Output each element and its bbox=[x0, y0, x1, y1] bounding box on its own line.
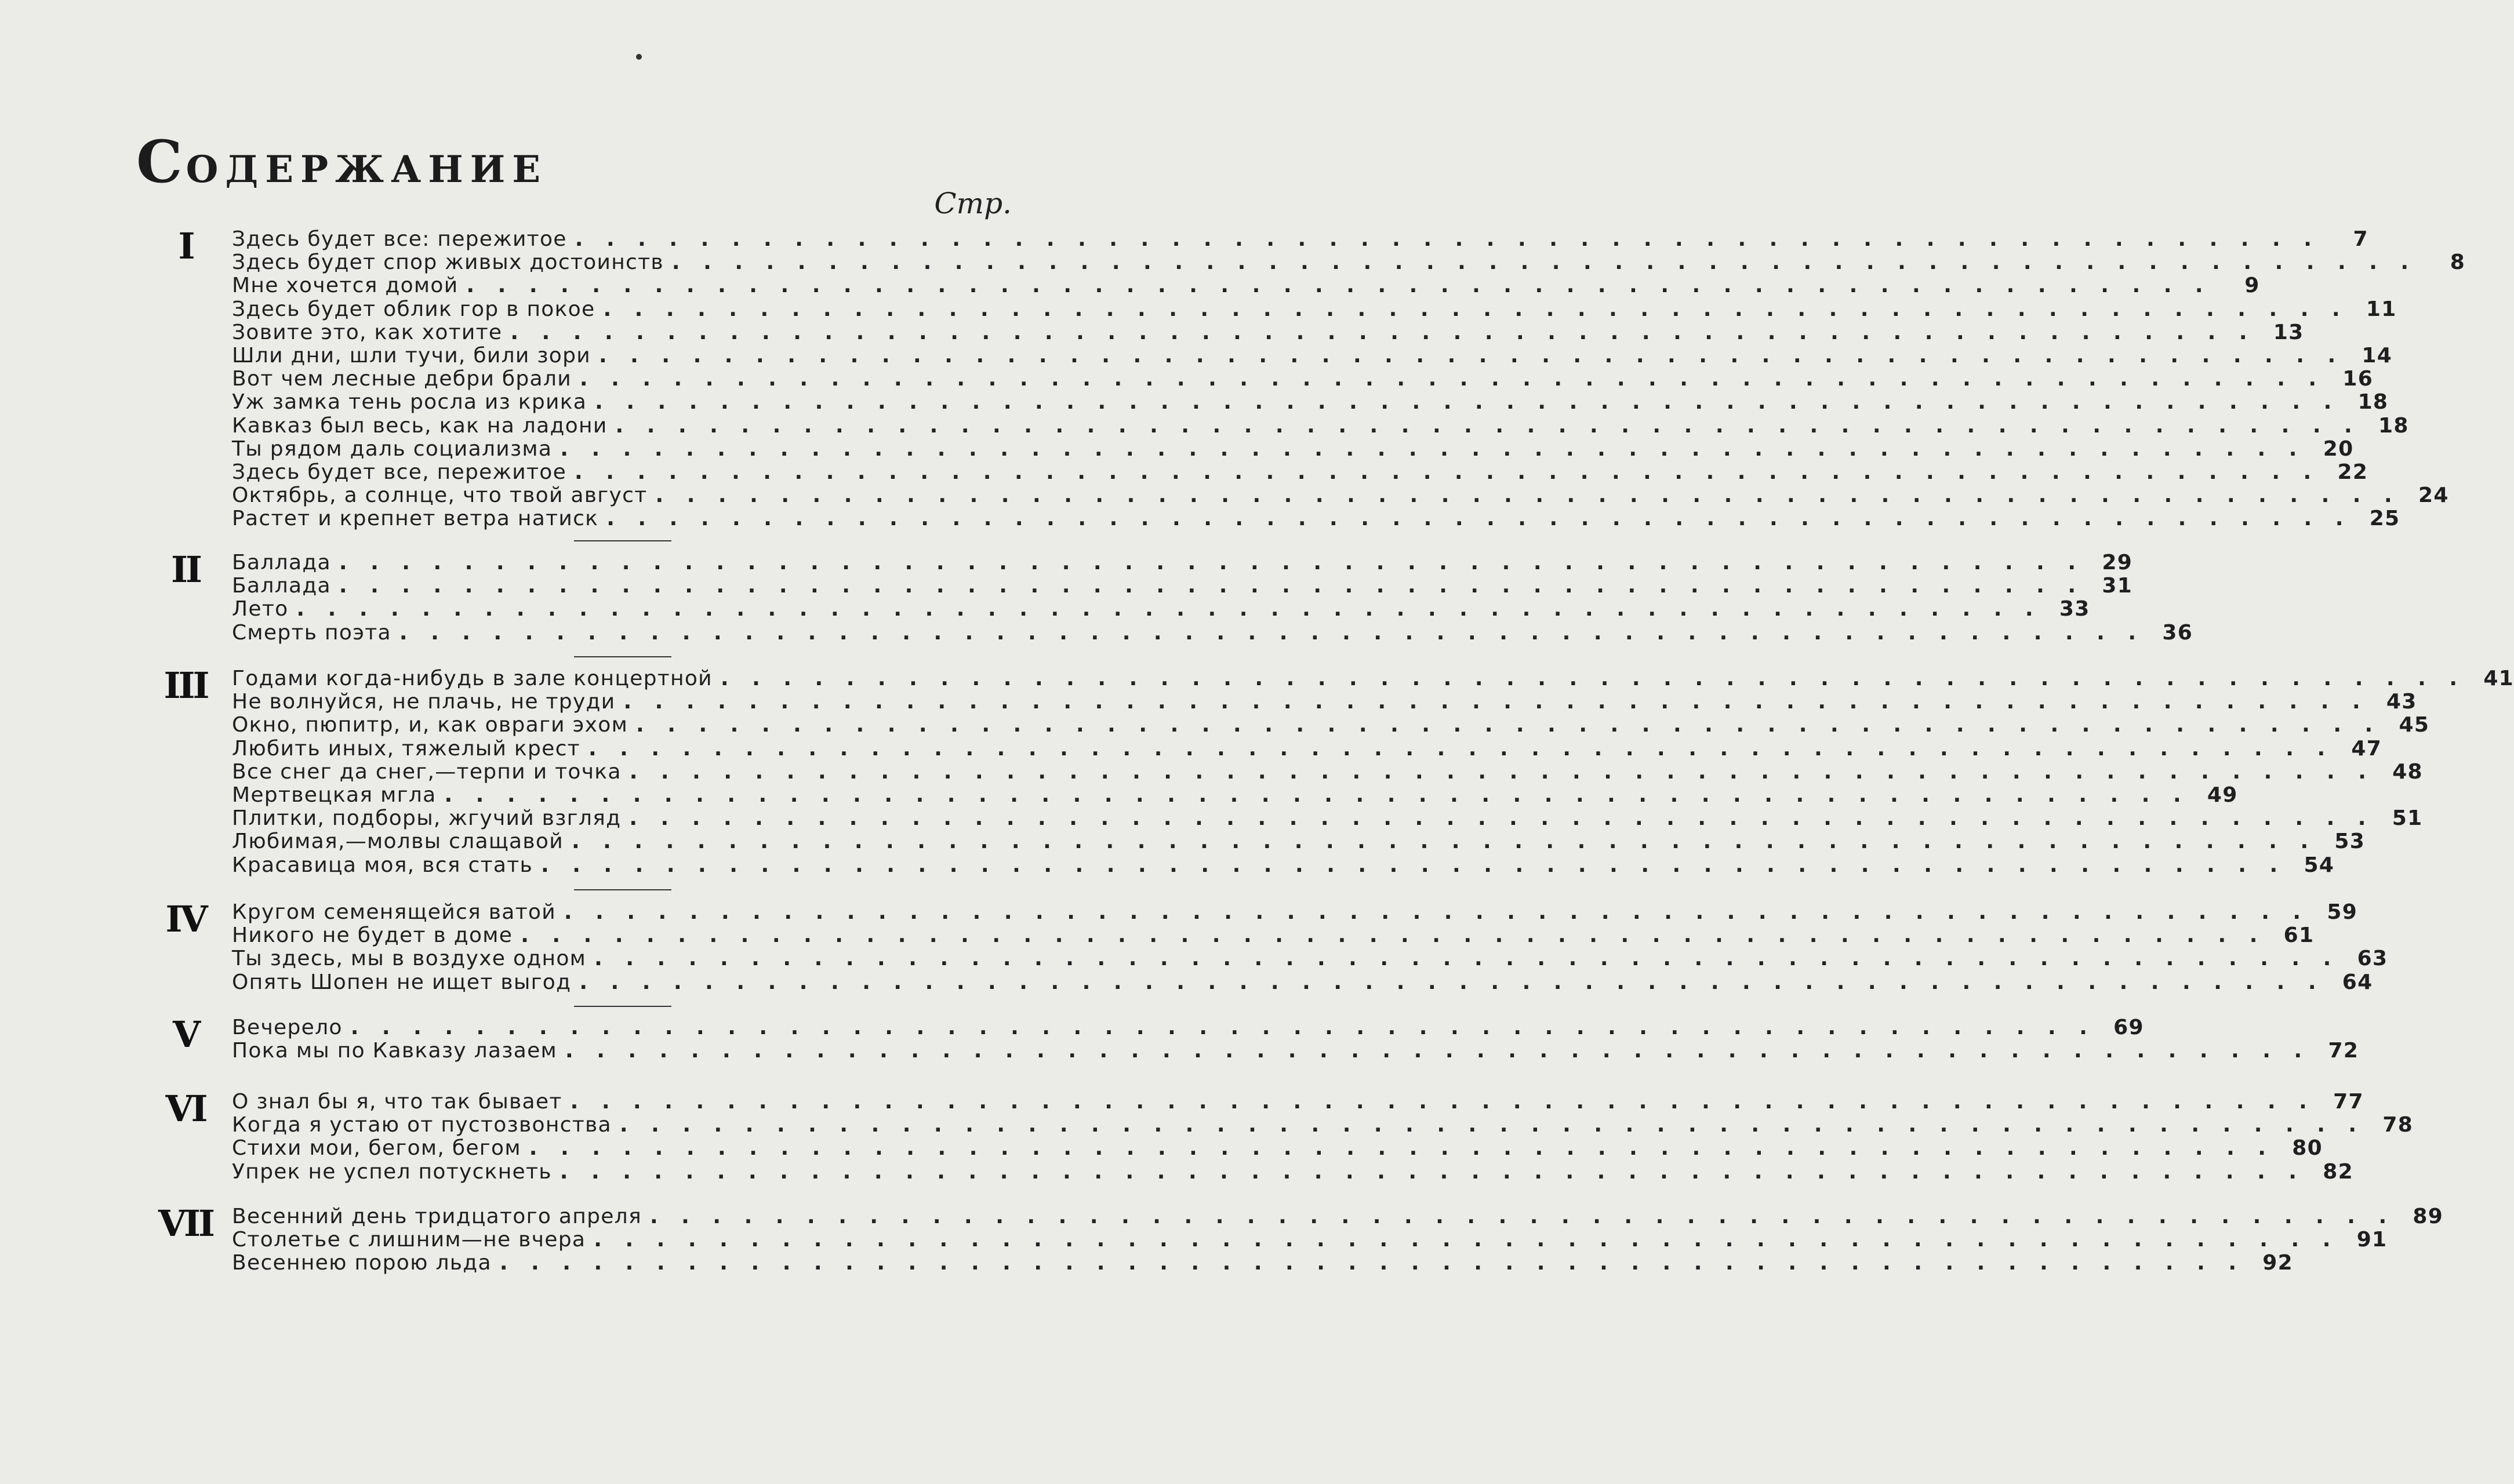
dot-leader: . . . . . . . . . . . . . . . . . . . . . . . . . . . . . . . . . . . . . . . . . . . . . . . . . . . . . . . . bbox=[595, 390, 2340, 414]
page-column-label: Стр. bbox=[934, 187, 1012, 220]
entry-title: Здесь будет все: пережитое bbox=[232, 227, 567, 251]
toc-entry bbox=[232, 320, 2304, 344]
dot-leader: . . . . . . . . . . . . . . . . . . . . . . . . . . . . . . . . . . . . . . . . . . . . . . . . . . . . . . . . bbox=[603, 297, 2348, 321]
entry-page-number: 80 bbox=[2292, 1136, 2323, 1161]
section-numeral: I bbox=[178, 225, 193, 267]
dot-leader: . . . . . . . . . . . . . . . . . . . . . . . . . . . . . . . . . . . . . . . . . . . . . . . . . . . . . . . . bbox=[339, 574, 2084, 598]
dot-leader: . . . . . . . . . . . . . . . . . . . . . . . . . . . . . . . . . . . . . . . . . . . . . . . . . . . . . . . . bbox=[339, 551, 2084, 574]
entry-title: Лето bbox=[232, 597, 289, 621]
entry-page-number: 24 bbox=[2418, 483, 2449, 508]
toc-entry bbox=[232, 759, 2423, 784]
toc-entry bbox=[232, 830, 2366, 854]
dot-leader: . . . . . . . . . . . . . . . . . . . . . . . . . . . . . . . . . . . . . . . . . . . . . . . . . . . . . . . . bbox=[606, 507, 2352, 531]
toc-entry bbox=[232, 853, 2335, 877]
section-numeral: III bbox=[164, 664, 208, 707]
entry-page-number: 31 bbox=[2102, 574, 2133, 598]
entry-page-number: 36 bbox=[2162, 620, 2193, 645]
dot-leader: . . . . . . . . . . . . . . . . . . . . . . . . . . . . . . . . . . . . . . . . . . . . . . . . . . . . . . . . bbox=[560, 437, 2305, 461]
dot-leader: . . . . . . . . . . . . . . . . . . . . . . . . . . . . . . . . . . . . . . . . . . . . . . . . . . . . . . . . bbox=[399, 620, 2145, 645]
toc-entry bbox=[232, 923, 2315, 948]
entry-page-number: 25 bbox=[2369, 507, 2400, 531]
entry-page-number: 63 bbox=[2357, 947, 2388, 971]
dot-leader: . . . . . . . . . . . . . . . . . . . . . . . . . . . . . . . . . . . . . . . . . . . . . . . . . . . . . . . . bbox=[521, 923, 2266, 948]
entry-title: Вечерело bbox=[232, 1016, 343, 1039]
entry-page-number: 48 bbox=[2392, 759, 2423, 784]
entry-page-number: 20 bbox=[2323, 437, 2354, 461]
entry-page-number: 59 bbox=[2327, 900, 2358, 924]
dot-leader: . . . . . . . . . . . . . . . . . . . . . . . . . . . . . . . . . . . . . . . . . . . . . . . . . . . . . . . . bbox=[571, 830, 2317, 854]
section-numeral: II bbox=[170, 548, 200, 591]
dot-leader: . . . . . . . . . . . . . . . . . . . . . . . . . . . . . . . . . . . . . . . . . . . . . . . . . . . . . . . . bbox=[350, 1016, 2095, 1039]
dot-leader: . . . . . . . . . . . . . . . . . . . . . . . . . . . . . . . . . . . . . . . . . . . . . . . . . . . . . . . . bbox=[588, 736, 2334, 761]
entry-title: Опять Шопен не ищет выгод bbox=[232, 970, 572, 994]
toc-entry bbox=[232, 1136, 2323, 1161]
entry-page-number: 61 bbox=[2283, 923, 2315, 948]
entry-title: Баллада bbox=[232, 574, 331, 598]
entry-title: Красавица моя, вся стать bbox=[232, 853, 533, 877]
entry-page-number: 18 bbox=[2378, 413, 2409, 438]
dot-leader: . . . . . . . . . . . . . . . . . . . . . . . . . . . . . . . . . . . . . . . . . . . . . . . . . . . . . . . . bbox=[579, 367, 2325, 391]
entry-page-number: 22 bbox=[2337, 460, 2368, 484]
entry-title: Зовите это, как хотите bbox=[232, 320, 503, 344]
toc-entry bbox=[232, 344, 2393, 368]
toc-entry bbox=[232, 597, 2090, 621]
entry-title: Здесь будет спор живых достоинств bbox=[232, 250, 664, 275]
entry-title: Окно, пюпитр, и, как овраги эхом bbox=[232, 713, 628, 737]
entry-title: Здесь будет все, пережитое bbox=[232, 460, 567, 484]
dot-leader: . . . . . . . . . . . . . . . . . . . . . . . . . . . . . . . . . . . . . . . . . . . . . . . . . . . . . . . . bbox=[720, 667, 2466, 690]
entry-title: Когда я устаю от пустозвонства bbox=[232, 1113, 612, 1137]
toc-entry bbox=[232, 507, 2400, 531]
section-numeral: VI bbox=[165, 1087, 206, 1130]
section-numeral: V bbox=[172, 1013, 199, 1056]
dot-leader: . . . . . . . . . . . . . . . . . . . . . . . . . . . . . . . . . . . . . . . . . . . . . . . . . . . . . . . . bbox=[296, 597, 2041, 621]
entry-title: Растет и крепнет ветра натиск bbox=[232, 507, 599, 531]
dot-leader: . . . . . . . . . . . . . . . . . . . . . . . . . . . . . . . . . . . . . . . . . . . . . . . . . . . . . . . . bbox=[565, 1039, 2310, 1063]
dot-leader: . . . . . . . . . . . . . . . . . . . . . . . . . . . . . . . . . . . . . . . . . . . . . . . . . . . . . . . . bbox=[615, 413, 2360, 438]
entry-page-number: 89 bbox=[2413, 1205, 2444, 1228]
entry-title: Любимая,—молвы слащавой bbox=[232, 830, 564, 854]
dot-leader: . . . . . . . . . . . . . . . . . . . . . . . . . . . . . . . . . . . . . . . . . . . . . . . . . . . . . . . . bbox=[564, 900, 2309, 924]
entry-title: Упрек не успел потускнеть bbox=[232, 1159, 552, 1184]
entry-title: Весеннею порою льда bbox=[232, 1251, 492, 1275]
entry-page-number: 7 bbox=[2353, 227, 2368, 251]
toc-entry bbox=[232, 713, 2430, 737]
entry-title: Стихи мои, бегом, бегом bbox=[232, 1136, 521, 1161]
toc-entry bbox=[232, 736, 2382, 761]
entry-page-number: 41 bbox=[2483, 667, 2514, 690]
section-divider bbox=[574, 889, 671, 890]
entry-page-number: 47 bbox=[2351, 736, 2382, 761]
entry-title: Любить иных, тяжелый крест bbox=[232, 736, 580, 761]
toc-entry bbox=[232, 1039, 2359, 1063]
dot-leader: . . . . . . . . . . . . . . . . . . . . . . . . . . . . . . . . . . . . . . . . . . . . . . . . . . . . . . . . bbox=[575, 227, 2320, 251]
entry-title: Годами когда-нибудь в зале концертной bbox=[232, 667, 713, 690]
toc-entry bbox=[232, 1113, 2414, 1137]
entry-title: Пока мы по Кавказу лазаем bbox=[232, 1039, 557, 1063]
dot-leader: . . . . . . . . . . . . . . . . . . . . . . . . . . . . . . . . . . . . . . . . . . . . . . . . . . . . . . . . bbox=[541, 853, 2286, 877]
toc-entry bbox=[232, 274, 2260, 298]
entry-page-number: 18 bbox=[2357, 390, 2389, 414]
entry-page-number: 14 bbox=[2362, 344, 2393, 368]
toc-entry bbox=[232, 1159, 2353, 1184]
toc-entry bbox=[232, 460, 2368, 484]
toc-entry bbox=[232, 947, 2388, 971]
toc-entry bbox=[232, 483, 2449, 508]
entry-page-number: 78 bbox=[2382, 1113, 2414, 1137]
dot-leader: . . . . . . . . . . . . . . . . . . . . . . . . . . . . . . . . . . . . . . . . . . . . . . . . . . . . . . . . bbox=[510, 320, 2255, 344]
entry-page-number: 92 bbox=[2262, 1251, 2293, 1275]
toc-entry bbox=[232, 970, 2373, 994]
entry-title: Не волнуйся, не плачь, не труди bbox=[232, 690, 616, 714]
toc-entry bbox=[232, 297, 2397, 321]
dot-leader: . . . . . . . . . . . . . . . . . . . . . . . . . . . . . . . . . . . . . . . . . . . . . . . . . . . . . . . . bbox=[671, 250, 2417, 275]
toc-entry bbox=[232, 620, 2193, 645]
entry-page-number: 69 bbox=[2113, 1016, 2144, 1039]
toc-entry bbox=[232, 390, 2389, 414]
toc-entry bbox=[232, 250, 2466, 275]
dot-leader: . . . . . . . . . . . . . . . . . . . . . . . . . . . . . . . . . . . . . . . . . . . . . . . . . . . . . . . . bbox=[629, 759, 2374, 784]
dot-leader: . . . . . . . . . . . . . . . . . . . . . . . . . . . . . . . . . . . . . . . . . . . . . . . . . . . . . . . . bbox=[623, 690, 2368, 714]
entry-title: Кавказ был весь, как на ладони bbox=[232, 413, 608, 438]
entry-page-number: 16 bbox=[2342, 367, 2374, 391]
entry-title: Октябрь, а солнце, что твой август bbox=[232, 483, 648, 508]
entry-page-number: 49 bbox=[2207, 783, 2238, 807]
dot-leader: . . . . . . . . . . . . . . . . . . . . . . . . . . . . . . . . . . . . . . . . . . . . . . . . . . . . . . . . bbox=[466, 274, 2211, 298]
entry-title: О знал бы я, что так бывает bbox=[232, 1090, 562, 1114]
entry-title: Весенний день тридцатого апреля bbox=[232, 1205, 642, 1228]
entry-title: Плитки, подборы, жгучий взгляд bbox=[232, 806, 622, 831]
entry-title: Мне хочется домой bbox=[232, 274, 459, 298]
toc-entry bbox=[232, 1228, 2388, 1252]
entry-title: Ты здесь, мы в воздухе одном bbox=[232, 947, 587, 971]
toc-entry bbox=[232, 900, 2358, 924]
entry-page-number: 43 bbox=[2386, 690, 2417, 714]
entry-title: Все снег да снег,—терпи и точка bbox=[232, 759, 622, 784]
entry-title: Шли дни, шли тучи, били зори bbox=[232, 344, 591, 368]
entry-title: Вот чем лесные дебри брали bbox=[232, 367, 572, 391]
section-divider bbox=[574, 540, 671, 541]
entry-title: Кругом семенящейся ватой bbox=[232, 900, 556, 924]
dot-leader: . . . . . . . . . . . . . . . . . . . . . . . . . . . . . . . . . . . . . . . . . . . . . . . . . . . . . . . . bbox=[655, 483, 2400, 508]
entry-page-number: 33 bbox=[2059, 597, 2090, 621]
toc-entry bbox=[232, 1251, 2293, 1275]
toc-entry bbox=[232, 1090, 2364, 1114]
entry-page-number: 51 bbox=[2392, 806, 2423, 831]
section-numeral: IV bbox=[165, 898, 206, 940]
entry-page-number: 64 bbox=[2342, 970, 2373, 994]
entry-title: Никого не будет в доме bbox=[232, 923, 513, 948]
toc-entry bbox=[232, 1016, 2144, 1039]
dot-leader: . . . . . . . . . . . . . . . . . . . . . . . . . . . . . . . . . . . . . . . . . . . . . . . . . . . . . . . . bbox=[575, 460, 2320, 484]
section-numeral: VII bbox=[158, 1202, 213, 1245]
entry-page-number: 72 bbox=[2328, 1039, 2359, 1063]
entry-page-number: 77 bbox=[2333, 1090, 2364, 1114]
toc-entry bbox=[232, 806, 2423, 831]
entry-page-number: 82 bbox=[2323, 1159, 2353, 1184]
entry-page-number: 53 bbox=[2334, 830, 2366, 854]
dot-leader: . . . . . . . . . . . . . . . . . . . . . . . . . . . . . . . . . . . . . . . . . . . . . . . . . . . . . . . . bbox=[598, 344, 2344, 368]
entry-page-number: 91 bbox=[2356, 1228, 2388, 1252]
dot-leader: . . . . . . . . . . . . . . . . . . . . . . . . . . . . . . . . . . . . . . . . . . . . . . . . . . . . . . . . bbox=[499, 1251, 2244, 1275]
entry-title: Баллада bbox=[232, 551, 331, 574]
title-rest: ОДЕРЖАНИЕ bbox=[186, 148, 547, 191]
entry-title: Смерть поэта bbox=[232, 620, 391, 645]
entry-title: Уж замка тень росла из крика bbox=[232, 390, 587, 414]
dot-leader: . . . . . . . . . . . . . . . . . . . . . . . . . . . . . . . . . . . . . . . . . . . . . . . . . . . . . . . . bbox=[629, 806, 2374, 831]
toc-entry bbox=[232, 783, 2238, 807]
toc-entry bbox=[232, 1205, 2444, 1228]
toc-entry bbox=[232, 667, 2514, 690]
entry-page-number: 9 bbox=[2244, 274, 2260, 298]
dot-leader: . . . . . . . . . . . . . . . . . . . . . . . . . . . . . . . . . . . . . . . . . . . . . . . . . . . . . . . . bbox=[529, 1136, 2274, 1161]
dot-leader: . . . . . . . . . . . . . . . . . . . . . . . . . . . . . . . . . . . . . . . . . . . . . . . . . . . . . . . . bbox=[636, 713, 2381, 737]
toc-entry bbox=[232, 367, 2374, 391]
page-title bbox=[136, 128, 547, 196]
toc-entry bbox=[232, 574, 2133, 598]
dot-leader: . . . . . . . . . . . . . . . . . . . . . . . . . . . . . . . . . . . . . . . . . . . . . . . . . . . . . . . . bbox=[570, 1090, 2315, 1114]
dot-leader: . . . . . . . . . . . . . . . . . . . . . . . . . . . . . . . . . . . . . . . . . . . . . . . . . . . . . . . . bbox=[619, 1113, 2365, 1137]
dot-leader: . . . . . . . . . . . . . . . . . . . . . . . . . . . . . . . . . . . . . . . . . . . . . . . . . . . . . . . . bbox=[560, 1159, 2305, 1184]
section-divider bbox=[574, 656, 671, 657]
toc-entry bbox=[232, 227, 2368, 251]
dot-leader: . . . . . . . . . . . . . . . . . . . . . . . . . . . . . . . . . . . . . . . . . . . . . . . . . . . . . . . . bbox=[649, 1205, 2395, 1228]
dot-leader: . . . . . . . . . . . . . . . . . . . . . . . . . . . . . . . . . . . . . . . . . . . . . . . . . . . . . . . . bbox=[444, 783, 2189, 807]
entry-title: Ты рядом даль социализма bbox=[232, 437, 553, 461]
toc-entry bbox=[232, 551, 2133, 574]
entry-page-number: 29 bbox=[2102, 551, 2133, 574]
entry-page-number: 13 bbox=[2273, 320, 2304, 344]
title-initial: С bbox=[136, 128, 186, 196]
entry-page-number: 54 bbox=[2304, 853, 2335, 877]
entry-title: Столетье с лишним—не вчера bbox=[232, 1228, 586, 1252]
section-divider bbox=[574, 1006, 671, 1007]
toc-entry bbox=[232, 437, 2354, 461]
entry-title: Здесь будет облик гор в покое bbox=[232, 297, 595, 321]
entry-page-number: 45 bbox=[2399, 713, 2430, 737]
dot-leader: . . . . . . . . . . . . . . . . . . . . . . . . . . . . . . . . . . . . . . . . . . . . . . . . . . . . . . . . bbox=[579, 970, 2324, 994]
entry-page-number: 8 bbox=[2450, 250, 2466, 275]
toc-entry bbox=[232, 413, 2409, 438]
dot-leader: . . . . . . . . . . . . . . . . . . . . . . . . . . . . . . . . . . . . . . . . . . . . . . . . . . . . . . . . bbox=[594, 1228, 2339, 1252]
dot-leader: . . . . . . . . . . . . . . . . . . . . . . . . . . . . . . . . . . . . . . . . . . . . . . . . . . . . . . . . bbox=[594, 947, 2339, 971]
entry-title: Мертвецкая мгла bbox=[232, 783, 437, 807]
print-dot bbox=[636, 54, 642, 60]
entry-page-number: 11 bbox=[2366, 297, 2397, 321]
toc-entry bbox=[232, 690, 2417, 714]
